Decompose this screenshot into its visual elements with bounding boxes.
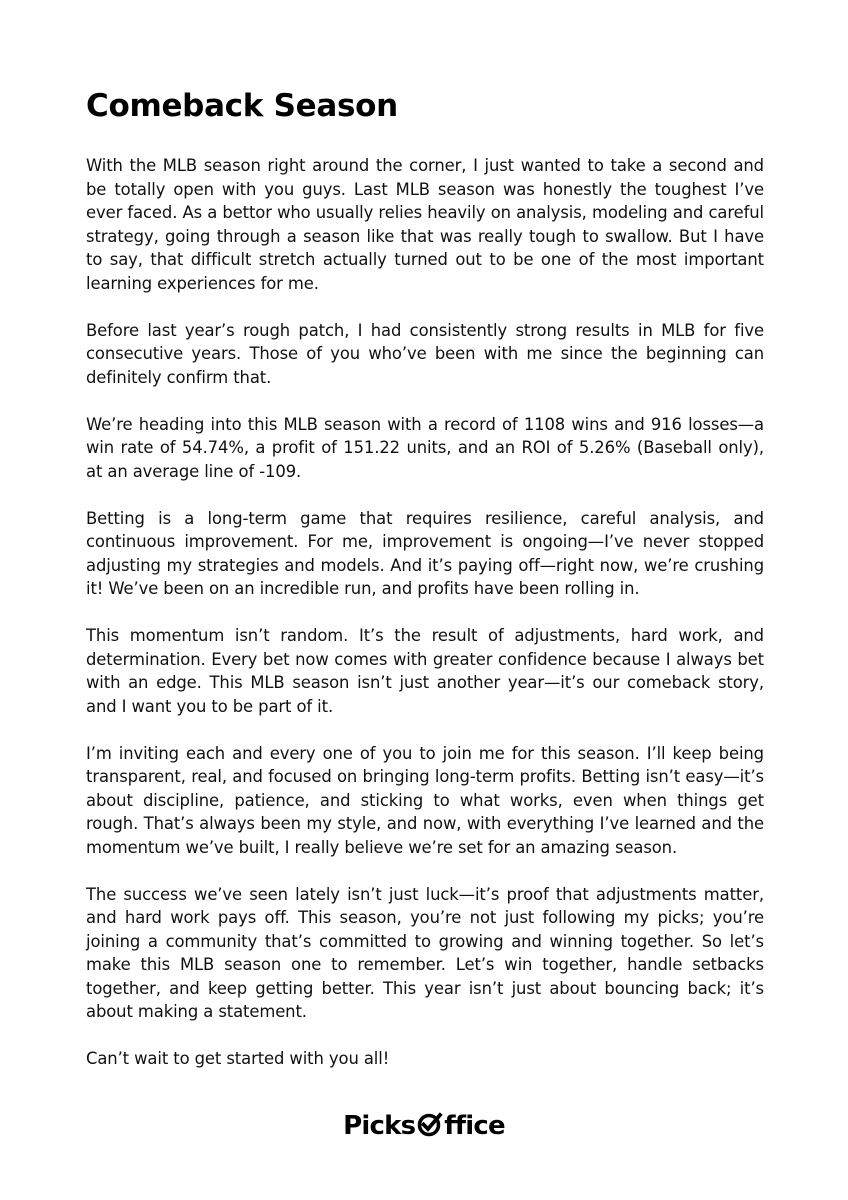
page-title: Comeback Season	[86, 88, 398, 124]
paragraph-5: This momentum isn’t random. It’s the result of adjustments, hard work, and determination. Every bet now comes with greater confidence because I always bet with an edge. This MLB season isn’t just another year—it’s our comeback story, and I want you to be part of it.	[86, 626, 764, 716]
logo-text-left: Picks	[343, 1111, 416, 1141]
logo-text-right: ffice	[444, 1111, 505, 1141]
paragraph-8: Can’t wait to get started with you all!	[86, 1049, 390, 1068]
paragraph-2: Before last year’s rough patch, I had consistently strong results in MLB for five consecutive years. Those of you who’ve been with me since the beginning can definitely confirm that.	[86, 320, 764, 387]
paragraph-4: Betting is a long-term game that requires resilience, careful analysis, and continuous improvement. For me, improvement is ongoing—I’ve never stopped adjusting my strategies and models. And it’s paying off—right now, we’re crushing it! We’ve been on an incredible run, and profits have been rolling in.	[86, 508, 764, 598]
paragraph-1: With the MLB season right around the corner, I just wanted to take a second and be totally open with you guys. Last MLB season was honestly the toughest I’ve ever faced. As a bettor who usually relies heavily on analysis, modeling and careful strategy, going through a season like that was really tough to swallow. But I have to say, that difficult stretch actually turned out to be one of the most important learning experiences for me.	[86, 156, 764, 293]
logo-wordmark	[343, 1111, 505, 1141]
picksoffice-logo	[0, 1111, 848, 1141]
article-body	[86, 154, 764, 1071]
paragraph-3: We’re heading into this MLB season with a record of 1108 wins and 916 losses—a win rate of 54.74%, a profit of 151.22 units, and an ROI of 5.26% (Baseball only), at an average line of -109.	[86, 414, 764, 481]
paragraph-6: I’m inviting each and every one of you to join me for this season. I’ll keep being transparent, real, and focused on bringing long-term profits. Betting isn’t easy—it’s about discipline, patience, and sticking to what works, even when things get rough. That’s always been my style, and now, with everything I’ve learned and the momentum we’ve built, I really believe we’re set for an amazing season.	[86, 743, 764, 857]
paragraph-7: The success we’ve seen lately isn’t just luck—it’s proof that adjustments matter, and hard work pays off. This season, you’re not just following my picks; you’re joining a community that’s committed to growing and winning together. So let’s make this MLB season one to remember. Let’s win together, handle setbacks together, and keep getting better. This year isn’t just about bouncing back; it’s about making a statement.	[86, 884, 764, 1021]
check-circle-icon	[417, 1111, 443, 1137]
document-page	[86, 84, 764, 1094]
